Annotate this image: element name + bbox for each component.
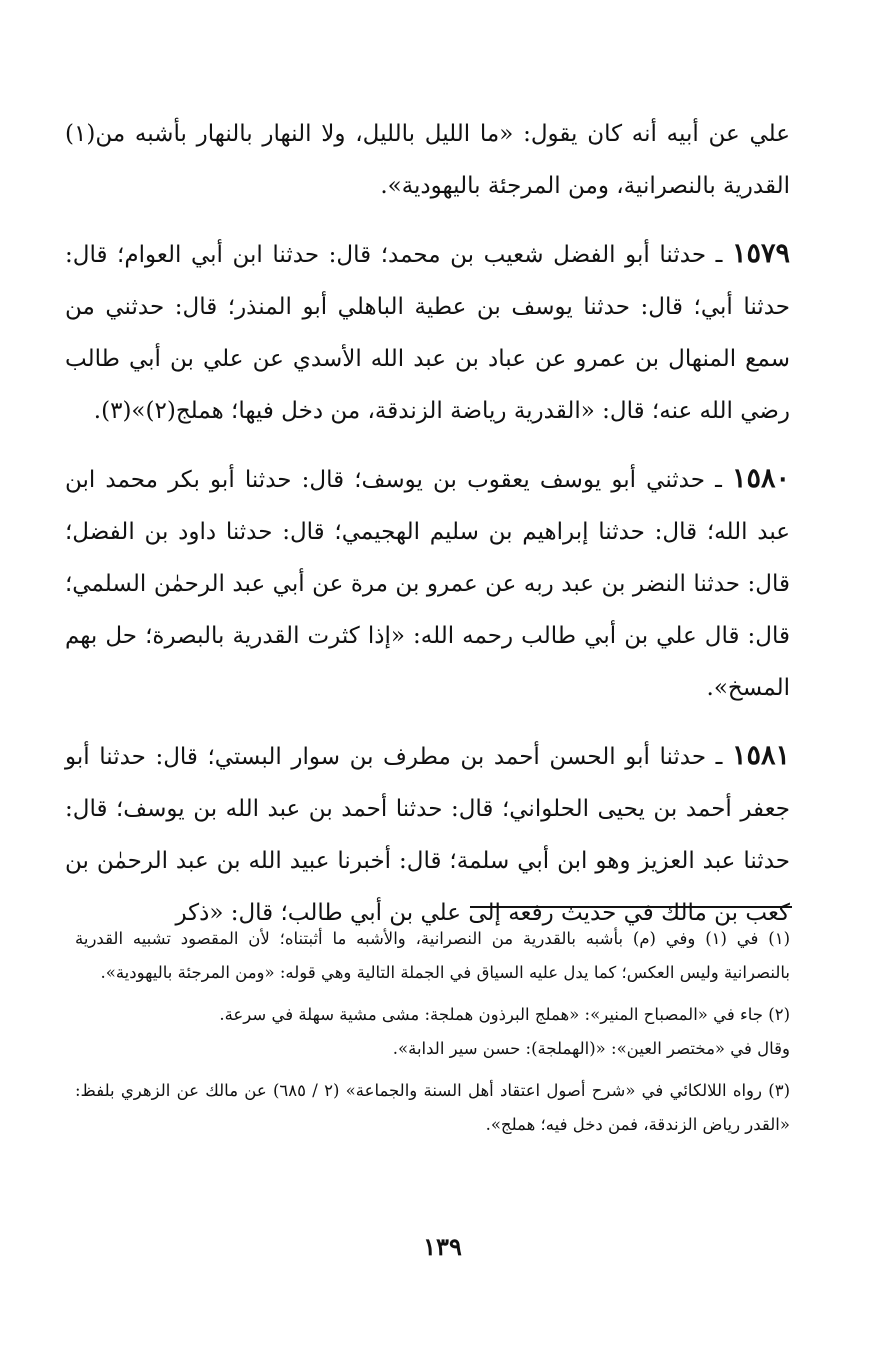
footnote-1: (١) في (١) وفي (م) بأشبه بالقدرية من النصرانية، والأشبه ما أثبتناه؛ لأن المقصود تشبيه القدرية بالنصرانية وليس العكس؛ كما يدل عليه السياق في الجملة التالية وهي قوله: «ومن المرجئة باليهودية». [75,929,790,982]
paragraph-text: علي عن أبيه أنه كان يقول: «ما الليل بالليل، ولا النهار بالنهار بأشبه من(١) القدرية بالنصرانية، ومن المرجئة باليهودية». [65,121,790,199]
page-number: ١٣٩ [423,1232,462,1261]
hadith-1580 [65,453,790,714]
footnote-3: (٣) رواه اللالكائي في «شرح أصول اعتقاد أهل السنة والجماعة» (٢ / ٦٨٥) عن مالك عن الزهري بلفظ: «القدر رياض الزندقة، فمن دخل فيه؛ هملج». [75,1081,790,1134]
hadith-number: ١٥٧٩ [731,238,790,269]
hadith-text: ـ حدثنا أبو الفضل شعيب بن محمد؛ قال: حدثنا ابن أبي العوام؛ قال: حدثنا أبي؛ قال: حدثنا يوسف بن عطية الباهلي أبو المنذر؛ قال: حدثني من سمع المنهال بن عمرو عن عباد بن عبد الله الأسدي عن علي بن أبي طالب رضي الله عنه؛ قال: «القدرية رياضة الزندقة، من دخل فيها؛ هملج(٢)»(٣). [65,242,790,424]
hadith-1579 [65,228,790,437]
hadith-text: ـ حدثنا أبو الحسن أحمد بن مطرف بن سوار البستي؛ قال: حدثنا أبو جعفر أحمد بن يحيى الحلواني؛ قال: حدثنا أحمد بن عبد الله بن يوسف؛ قال: حدثنا عبد العزيز وهو ابن أبي سلمة؛ قال: أخبرنا عبيد الله بن عبد الرحمٰن بن كعب بن مالك في حديث رفعه إلى علي بن أبي طالب؛ قال: «ذكر [65,744,790,926]
footnote-2-line-1: (٢) جاء في «المصباح المنير»: «هملج البرذون هملجة: مشى مشية سهلة في سرعة. [219,1005,790,1024]
hadith-number: ١٥٨١ [731,740,790,771]
footnote-2 [75,998,790,1066]
footnotes [75,922,790,1150]
main-text [65,108,790,955]
paragraph [65,108,790,212]
footnote-divider [470,906,792,908]
hadith-text: ـ حدثني أبو يوسف يعقوب بن يوسف؛ قال: حدثنا أبو بكر محمد ابن عبد الله؛ قال: حدثنا إبراهيم بن سليم الهجيمي؛ قال: حدثنا داود بن الفضل؛ قال: حدثنا النضر بن عبد ربه عن عمرو بن مرة عن أبي عبد الرحمٰن السلمي؛ قال: قال علي بن أبي طالب رحمه الله: «إذا كثرت القدرية بالبصرة؛ حل بهم المسخ». [65,467,790,701]
footnote-2-line-2: وقال في «مختصر العين»: «(الهملجة): حسن سير الدابة». [392,1039,790,1058]
hadith-number: ١٥٨٠ [731,463,790,494]
